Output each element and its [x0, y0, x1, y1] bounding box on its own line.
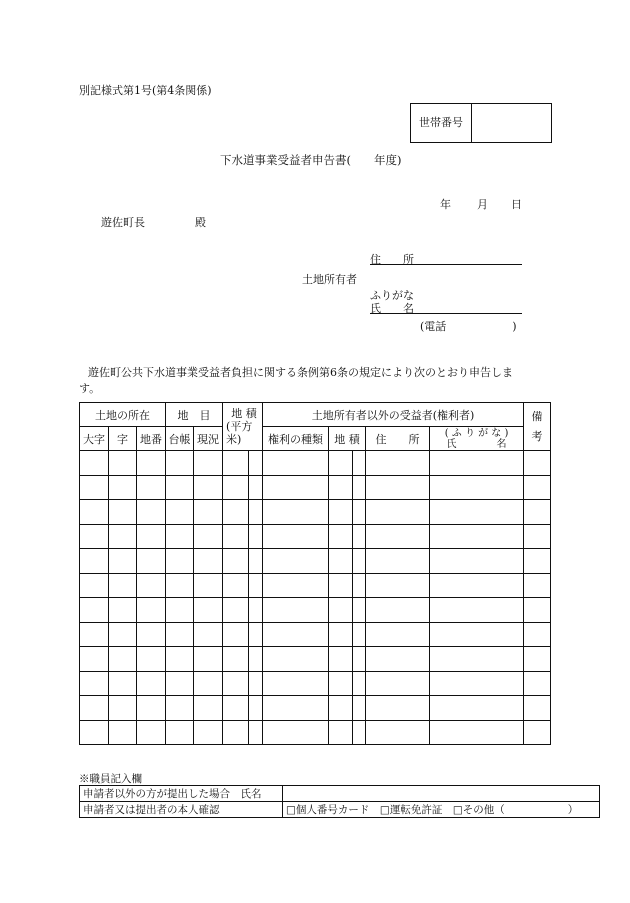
- header-b-name: [430, 427, 524, 451]
- table-cell[interactable]: [194, 475, 223, 500]
- table-cell[interactable]: [353, 647, 366, 672]
- table-cell[interactable]: [166, 720, 194, 745]
- table-cell[interactable]: [524, 720, 551, 745]
- owner-name-line[interactable]: [370, 300, 522, 314]
- table-cell[interactable]: [263, 671, 329, 696]
- table-cell[interactable]: [366, 696, 430, 721]
- table-cell[interactable]: [194, 451, 223, 476]
- header-category: 地 目: [166, 403, 223, 427]
- table-cell[interactable]: [524, 598, 551, 623]
- table-cell[interactable]: [137, 696, 166, 721]
- table-cell[interactable]: [223, 500, 249, 525]
- table-cell[interactable]: [166, 696, 194, 721]
- table-cell[interactable]: [166, 549, 194, 574]
- table-row: [80, 647, 551, 672]
- table-cell[interactable]: [249, 696, 263, 721]
- table-cell[interactable]: [366, 598, 430, 623]
- table-cell[interactable]: [524, 647, 551, 672]
- table-cell[interactable]: [194, 671, 223, 696]
- table-cell[interactable]: [329, 671, 353, 696]
- table-cell[interactable]: [109, 500, 137, 525]
- form-title: 下水道事業受益者申告書( 年度): [220, 153, 402, 167]
- header-right-area: 地 積: [329, 427, 366, 451]
- table-cell[interactable]: [137, 500, 166, 525]
- table-cell[interactable]: [166, 500, 194, 525]
- table-cell[interactable]: [109, 696, 137, 721]
- table-cell[interactable]: [194, 720, 223, 745]
- table-cell[interactable]: [223, 573, 249, 598]
- table-cell[interactable]: [109, 524, 137, 549]
- table-cell[interactable]: [137, 475, 166, 500]
- staff-row1-label: 申請者以外の方が提出した場合 氏名: [80, 786, 283, 802]
- table-cell[interactable]: [137, 524, 166, 549]
- owner-address-line[interactable]: [370, 251, 522, 265]
- table-cell[interactable]: [80, 647, 109, 672]
- table-cell[interactable]: [80, 451, 109, 476]
- table-cell[interactable]: [329, 451, 353, 476]
- table-cell[interactable]: [166, 475, 194, 500]
- header-area: [223, 403, 263, 451]
- table-cell[interactable]: [263, 647, 329, 672]
- table-cell[interactable]: [329, 500, 353, 525]
- table-row: [80, 451, 551, 476]
- table-cell[interactable]: [194, 647, 223, 672]
- table-cell[interactable]: [80, 720, 109, 745]
- header-aza: 字: [109, 427, 137, 451]
- table-cell[interactable]: [263, 598, 329, 623]
- table-cell[interactable]: [430, 500, 524, 525]
- table-cell[interactable]: [366, 475, 430, 500]
- table-cell[interactable]: [80, 696, 109, 721]
- table-cell[interactable]: [80, 598, 109, 623]
- header-b-address: 住 所: [366, 427, 430, 451]
- table-cell[interactable]: [80, 549, 109, 574]
- table-cell[interactable]: [263, 696, 329, 721]
- table-cell[interactable]: [249, 451, 263, 476]
- table-cell[interactable]: [263, 451, 329, 476]
- table-cell[interactable]: [524, 475, 551, 500]
- table-cell[interactable]: [353, 524, 366, 549]
- household-number-value[interactable]: [472, 104, 551, 142]
- table-cell[interactable]: [80, 622, 109, 647]
- table-cell[interactable]: [329, 720, 353, 745]
- header-chiban: 地番: [137, 427, 166, 451]
- table-row: [80, 524, 551, 549]
- table-cell[interactable]: [430, 647, 524, 672]
- table-cell[interactable]: [194, 549, 223, 574]
- table-row: [80, 500, 551, 525]
- table-row: [80, 573, 551, 598]
- table-cell[interactable]: [223, 622, 249, 647]
- table-cell[interactable]: [109, 720, 137, 745]
- form-number: 別記様式第1号(第4条関係): [79, 84, 212, 97]
- table-cell[interactable]: [137, 647, 166, 672]
- header-b-furigana: ( ふ り が な ): [444, 427, 509, 439]
- table-cell[interactable]: [80, 475, 109, 500]
- table-cell[interactable]: [249, 598, 263, 623]
- table-cell[interactable]: [194, 573, 223, 598]
- header-daicho: 台帳: [166, 427, 194, 451]
- table-cell[interactable]: [329, 647, 353, 672]
- staff-row1-value[interactable]: [283, 786, 600, 802]
- header-location: 土地の所在: [80, 403, 166, 427]
- table-cell[interactable]: [353, 451, 366, 476]
- table-cell[interactable]: [137, 451, 166, 476]
- table-cell[interactable]: [329, 549, 353, 574]
- table-cell[interactable]: [524, 696, 551, 721]
- table-cell[interactable]: [430, 451, 524, 476]
- table-cell[interactable]: [524, 622, 551, 647]
- table-cell[interactable]: [249, 671, 263, 696]
- table-cell[interactable]: [353, 696, 366, 721]
- table-cell[interactable]: [366, 622, 430, 647]
- table-cell[interactable]: [329, 475, 353, 500]
- table-cell[interactable]: [249, 500, 263, 525]
- table-cell[interactable]: [223, 475, 249, 500]
- addressee-name: 遊佐町長: [101, 216, 145, 229]
- staff-label: ※職員記入欄: [79, 773, 142, 785]
- table-cell[interactable]: [263, 500, 329, 525]
- table-cell[interactable]: [263, 475, 329, 500]
- table-cell[interactable]: [430, 622, 524, 647]
- table-cell[interactable]: [249, 475, 263, 500]
- table-cell[interactable]: [353, 500, 366, 525]
- table-cell[interactable]: [223, 451, 249, 476]
- household-number-box: [410, 103, 552, 143]
- table-cell[interactable]: [353, 475, 366, 500]
- header-b-name-label: 氏 名: [446, 438, 507, 450]
- table-cell[interactable]: [109, 573, 137, 598]
- header-genkyo: 現況: [194, 427, 223, 451]
- table-cell[interactable]: [366, 720, 430, 745]
- table-cell[interactable]: [263, 573, 329, 598]
- table-cell[interactable]: [329, 696, 353, 721]
- table-cell[interactable]: [109, 647, 137, 672]
- table-cell[interactable]: [366, 549, 430, 574]
- date-month: 月: [477, 198, 488, 211]
- table-cell[interactable]: [430, 671, 524, 696]
- table-cell[interactable]: [223, 647, 249, 672]
- table-cell[interactable]: [194, 622, 223, 647]
- table-cell[interactable]: [137, 549, 166, 574]
- table-cell[interactable]: [366, 451, 430, 476]
- table-cell[interactable]: [109, 451, 137, 476]
- table-cell[interactable]: [249, 622, 263, 647]
- header-remarks: [524, 403, 551, 451]
- table-cell[interactable]: [194, 524, 223, 549]
- table-cell[interactable]: [80, 524, 109, 549]
- table-cell[interactable]: [263, 622, 329, 647]
- table-cell[interactable]: [223, 524, 249, 549]
- owner-phone: (電話 ): [420, 320, 517, 333]
- header-right-type: 権利の種類: [263, 427, 329, 451]
- table-cell[interactable]: [430, 573, 524, 598]
- table-cell[interactable]: [329, 524, 353, 549]
- table-cell[interactable]: [263, 549, 329, 574]
- header-area-line1: 地 積: [231, 407, 257, 420]
- table-cell[interactable]: [263, 720, 329, 745]
- table-cell[interactable]: [524, 671, 551, 696]
- table-cell[interactable]: [166, 671, 194, 696]
- table-cell[interactable]: [166, 622, 194, 647]
- table-cell[interactable]: [353, 549, 366, 574]
- table-cell[interactable]: [353, 671, 366, 696]
- table-cell[interactable]: [109, 598, 137, 623]
- table-cell[interactable]: [166, 573, 194, 598]
- declaration-table: [79, 402, 551, 745]
- table-cell[interactable]: [366, 647, 430, 672]
- table-row: [80, 696, 551, 721]
- table-cell[interactable]: [223, 696, 249, 721]
- table-cell[interactable]: [194, 500, 223, 525]
- table-cell[interactable]: [223, 671, 249, 696]
- table-row: [80, 720, 551, 745]
- owner-furigana-label: ふりがな: [370, 289, 414, 302]
- table-cell[interactable]: [137, 720, 166, 745]
- table-cell[interactable]: [249, 720, 263, 745]
- table-cell[interactable]: [109, 671, 137, 696]
- header-oaza: 大字: [80, 427, 109, 451]
- table-row: [80, 549, 551, 574]
- table-cell[interactable]: [194, 696, 223, 721]
- table-cell[interactable]: [353, 622, 366, 647]
- table-cell[interactable]: [366, 524, 430, 549]
- table-cell[interactable]: [353, 573, 366, 598]
- table-cell[interactable]: [223, 598, 249, 623]
- table-cell[interactable]: [194, 598, 223, 623]
- table-cell[interactable]: [329, 573, 353, 598]
- table-cell[interactable]: [430, 598, 524, 623]
- table-cell[interactable]: [329, 598, 353, 623]
- table-cell[interactable]: [109, 475, 137, 500]
- date-day: 日: [511, 198, 522, 211]
- header-area-line2: (平方: [226, 420, 253, 433]
- statement-text: 遊佐町公共下水道事業受益者負担に関する条例第6条の規定により次のとおり申告しま: [88, 366, 513, 379]
- header-remarks-line1: 備: [531, 409, 543, 423]
- table-cell[interactable]: [430, 549, 524, 574]
- owner-label: 土地所有者: [302, 273, 357, 286]
- table-cell[interactable]: [166, 647, 194, 672]
- table-cell[interactable]: [223, 549, 249, 574]
- table-cell[interactable]: [524, 549, 551, 574]
- table-row: [80, 671, 551, 696]
- table-cell[interactable]: [366, 500, 430, 525]
- table-cell[interactable]: [353, 598, 366, 623]
- table-cell[interactable]: [366, 671, 430, 696]
- table-cell[interactable]: [166, 598, 194, 623]
- header-remarks-line2: 考: [531, 429, 543, 443]
- staff-table: [79, 785, 600, 818]
- table-cell[interactable]: [80, 500, 109, 525]
- table-row: [80, 475, 551, 500]
- table-cell[interactable]: [249, 573, 263, 598]
- table-cell[interactable]: [166, 451, 194, 476]
- table-cell[interactable]: [249, 647, 263, 672]
- table-cell[interactable]: [249, 524, 263, 549]
- table-cell[interactable]: [109, 549, 137, 574]
- date-year: 年: [440, 198, 451, 211]
- table-cell[interactable]: [137, 573, 166, 598]
- table-cell[interactable]: [223, 720, 249, 745]
- table-cell[interactable]: [249, 549, 263, 574]
- statement-text-cont: す。: [79, 382, 101, 395]
- table-cell[interactable]: [524, 451, 551, 476]
- table-cell[interactable]: [329, 622, 353, 647]
- table-cell[interactable]: [80, 671, 109, 696]
- table-cell[interactable]: [166, 524, 194, 549]
- table-cell[interactable]: [353, 720, 366, 745]
- staff-row2-label: 申請者又は提出者の本人確認: [80, 802, 283, 818]
- table-cell[interactable]: [137, 622, 166, 647]
- household-number-label: 世帯番号: [411, 104, 472, 142]
- table-cell[interactable]: [366, 573, 430, 598]
- table-cell[interactable]: [430, 475, 524, 500]
- table-cell[interactable]: [524, 573, 551, 598]
- staff-row2-options[interactable]: □個人番号カード □運転免許証 □その他（ ）: [283, 802, 600, 818]
- header-beneficiary: 土地所有者以外の受益者(権利者): [263, 403, 524, 427]
- table-cell[interactable]: [430, 720, 524, 745]
- table-cell[interactable]: [137, 671, 166, 696]
- header-area-line3: 米): [226, 433, 242, 446]
- table-row: [80, 598, 551, 623]
- owner-name-label: 氏 名: [370, 302, 414, 315]
- table-cell[interactable]: [524, 500, 551, 525]
- table-cell[interactable]: [263, 524, 329, 549]
- table-cell[interactable]: [109, 622, 137, 647]
- table-row: [80, 622, 551, 647]
- table-cell[interactable]: [137, 598, 166, 623]
- table-cell[interactable]: [430, 524, 524, 549]
- table-cell[interactable]: [524, 524, 551, 549]
- addressee-honorific: 殿: [195, 216, 206, 229]
- table-cell[interactable]: [80, 573, 109, 598]
- table-cell[interactable]: [430, 696, 524, 721]
- owner-address-label: 住 所: [370, 253, 414, 266]
